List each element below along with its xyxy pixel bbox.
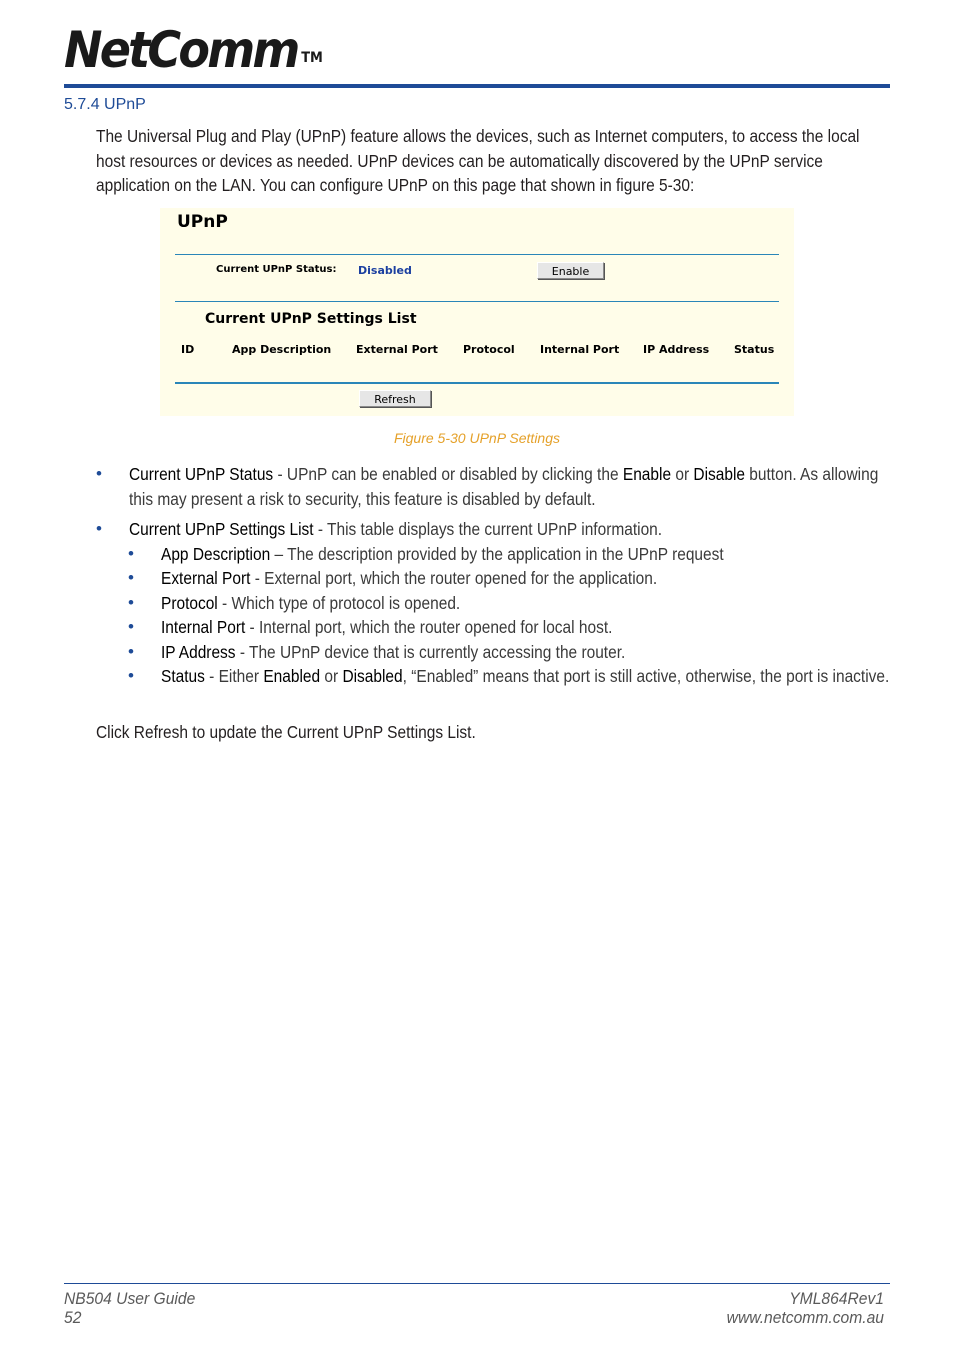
intro-paragraph: The Universal Plug and Play (UPnP) feature allows the devices, such as Internet computers, to access the local host resources or devices as needed. UPnP devices can be automatically discovered by the UPnP service application on the LAN. You can configure UPnP on this page that shown in figure 5-30: [96, 126, 860, 195]
enable-button[interactable]: Enable [537, 262, 604, 279]
column-header-external-port: External Port [356, 343, 438, 356]
column-header-app-description: App Description [232, 343, 332, 356]
bullet-icon: • [96, 464, 102, 483]
header-rule [64, 84, 890, 88]
bullet-icon: • [128, 592, 134, 612]
footer-rule [64, 1283, 890, 1284]
upnp-status-value: Disabled [358, 264, 412, 277]
bullet-icon: • [96, 519, 102, 538]
divider [175, 301, 779, 302]
divider [175, 382, 779, 384]
list-item: • Internal Port - Internal port, which the router opened for local host. [96, 615, 896, 640]
settings-list-title: Current UPnP Settings List [205, 311, 417, 327]
upnp-screenshot [160, 208, 794, 416]
column-header-protocol: Protocol [463, 343, 515, 356]
column-header-internal-port: Internal Port [540, 343, 620, 356]
list-item: • Current UPnP Status - UPnP can be enabled or disabled by clicking the Enable or Disable button. As allowing this may present a risk to security, this feature is disabled by default. [96, 464, 879, 509]
footer-page-number: 52 [64, 1308, 82, 1327]
list-item: • IP Address - The UPnP device that is currently accessing the router. [96, 640, 896, 665]
list-item: • Current UPnP Settings List - This table displays the current UPnP information. [96, 517, 896, 542]
bullet-icon: • [128, 543, 134, 563]
bullet-list [96, 462, 896, 689]
column-header-status: Status [734, 343, 775, 356]
list-item: • External Port - External port, which the router opened for the application. [96, 566, 896, 591]
bullet-icon: • [128, 617, 134, 636]
section-heading: 5.7.4 UPnP [64, 96, 146, 113]
bullet-icon: • [128, 641, 134, 661]
column-header-id: ID [181, 343, 195, 356]
divider [175, 254, 779, 255]
footer-guide-title: NB504 User Guide [64, 1289, 196, 1308]
bullet-icon: • [128, 568, 134, 587]
list-item: • App Description – The description provided by the application in the UPnP request [96, 542, 896, 567]
figure-caption: Figure 5-30 UPnP Settings [393, 430, 560, 446]
footer-website: www.netcomm.com.au [726, 1308, 884, 1327]
column-header-ip-address: IP Address [643, 343, 710, 356]
upnp-page-title: UPnP [177, 212, 228, 232]
netcomm-logo: NetComm ™ [64, 21, 323, 79]
footer-doc-id: YML864Rev1 [789, 1289, 884, 1308]
refresh-button[interactable]: Refresh [359, 390, 431, 407]
list-item: • Protocol - Which type of protocol is opened. [96, 591, 896, 616]
closing-paragraph: Click Refresh to update the Current UPnP Settings List. [96, 722, 476, 742]
bullet-icon: • [128, 666, 134, 685]
upnp-status-label: Current UPnP Status: [216, 264, 337, 275]
list-item: • Status - Either Enabled or Disabled, “Enabled” means that port is still active, otherwise, the port is inactive. [96, 664, 896, 689]
